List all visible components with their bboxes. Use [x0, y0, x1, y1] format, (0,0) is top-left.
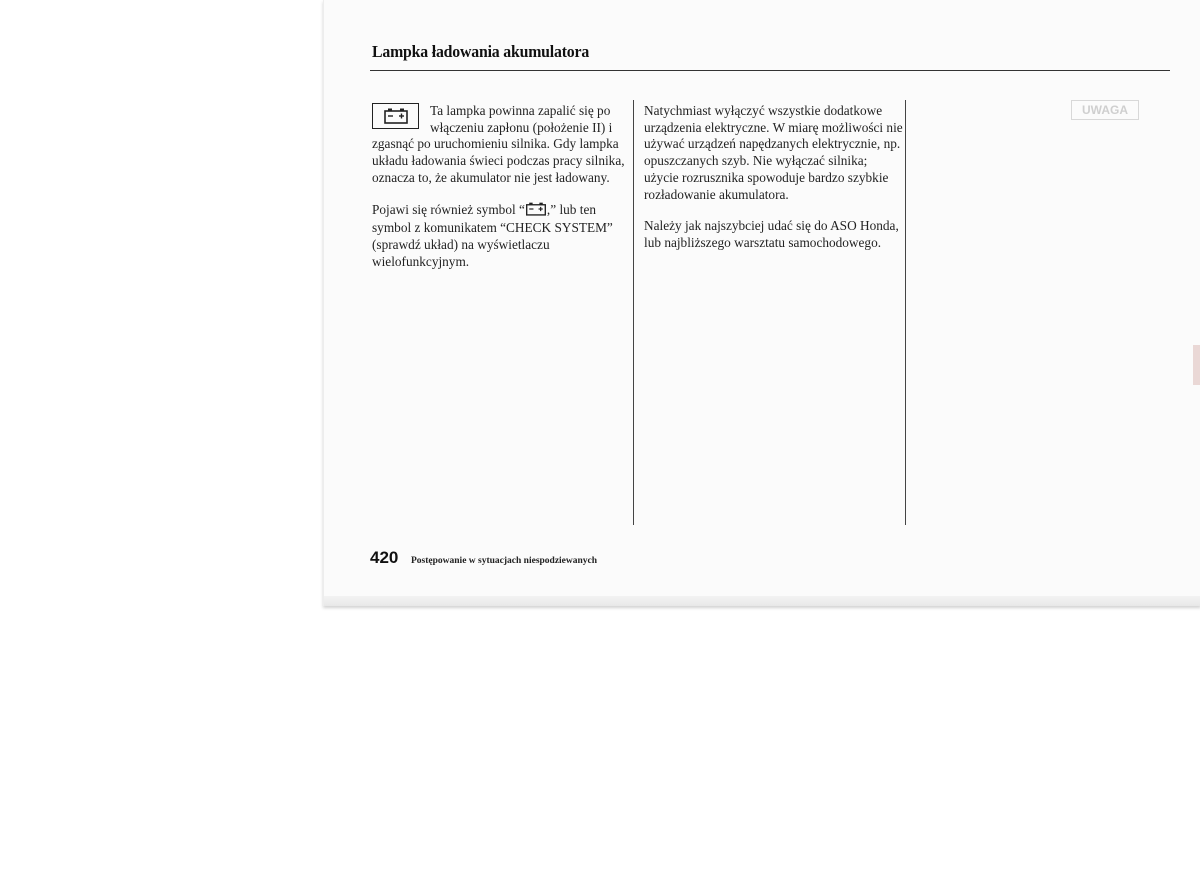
page-title: Lampka ładowania akumulatora: [372, 42, 590, 61]
paragraph-3: Natychmiast wyłączyć wszystkie dodatkowe urządzenia elektryczne. W miarę możliwości nie używać urządzeń napędzanych elektrycznie, np. opuszczanych szyb. Nie wyłączać silnika; użycie rozrusznika spowoduje bardzo szybkie rozładowanie akumulatora.: [644, 103, 903, 202]
manual-page: [323, 0, 1200, 606]
paragraph-1: [372, 103, 630, 187]
paragraph-2: [372, 202, 630, 271]
battery-warning-icon: [372, 103, 419, 129]
paragraph-2-lead: Pojawi się również symbol “: [372, 201, 525, 217]
paragraph-4: Należy jak najszybciej udać się do ASO Honda, lub najbliższego warsztatu samochodowego.: [644, 218, 899, 250]
column-divider-left: [633, 100, 634, 525]
column-1: [372, 103, 630, 285]
paragraph-1-text: Ta lampka powinna zapalić się po włączeniu zapłonu (położenie II) i zgasnąć po uruchomieniu silnika. Gdy lampka układu ładowania świeci podczas pracy silnika, oznacza to, że akumulator nie jest ładowany.: [372, 103, 625, 185]
battery-inline-icon: [525, 202, 547, 221]
section-footer: Postępowanie w sytuacjach niespodziewanych: [411, 556, 598, 566]
faded-warning-badge: UWAGA: [1071, 100, 1139, 120]
column-2: [644, 103, 904, 267]
title-divider: [370, 70, 1170, 71]
page-shadow-band: [324, 596, 1200, 606]
section-tab-marker: [1193, 345, 1200, 385]
paragraph-2-tail: ,” lub ten symbol z komunikatem “CHECK SYSTEM” (sprawdź układ) na wyświetlaczu wielofunkcyjnym.: [372, 201, 613, 269]
column-divider-right: [905, 100, 906, 525]
page-number: 420: [370, 548, 399, 567]
